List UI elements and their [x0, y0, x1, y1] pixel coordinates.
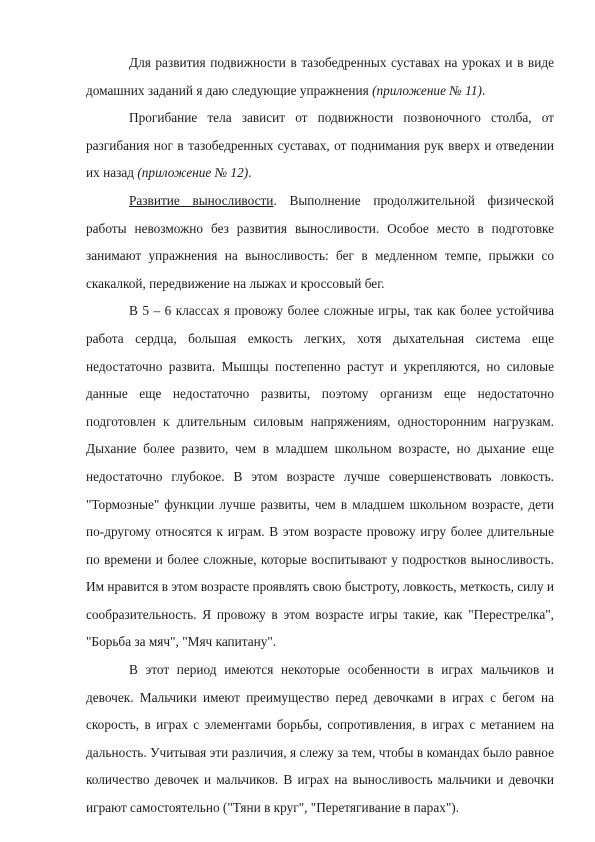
- paragraph-text: Для развития подвижности в тазобедренных суставах на уроках и в виде домашних заданий я даю следующие упражнения: [86, 55, 554, 98]
- paragraph-hip-mobility: [86, 49, 554, 104]
- paragraph-text: В этот период имеются некоторые особенности в играх мальчиков и девочек. Мальчики имеют преимущество перед девочками в играх с бегом на скорость, в играх с элементами борьбы, сопротивления, в играх с метанием на дальность. Учитывая эти различия, я слежу за тем, чтобы в командах было равное количество девочек и мальчиков. В играх на выносливость мальчики и девочки играют самостоятельно ("Тяни в круг", "Перетягивание в парах").: [86, 662, 554, 816]
- paragraph-boys-girls: [86, 656, 554, 822]
- appendix-reference: (приложение № 12): [137, 165, 249, 181]
- paragraph-text: . Выполнение продолжительной физической работы невозможно без развития выносливости. Особое место в подготовке занимают упражнения на выносливость: бег в медленном темпе, прыжки со скакалкой, передвижение на лыжах и кроссовый бег.: [86, 192, 554, 291]
- paragraph-tail: .: [248, 165, 252, 181]
- paragraph-body-bending: [86, 104, 554, 187]
- paragraph-tail: .: [481, 82, 486, 98]
- section-heading-endurance: Развитие выносливости: [129, 192, 274, 208]
- appendix-reference: (приложение № 11): [372, 82, 482, 98]
- paragraph-endurance: [86, 187, 554, 297]
- paragraph-text: В 5 – 6 классах я провожу более сложные игры, так как более устойчива работа сердца, большая емкость легких, хотя дыхательная система еще недостаточно развита. Мышцы постепенно растут и укрепляются, но силовые данные еще недостаточно развиты, поэтому организм еще недостаточно подготовлен к длительным силовым напряжениям, односторонним нагрузкам. Дыхание более развито, чем в младшем школьном возрасте, но дыхание еще недостаточно глубокое. В этом возрасте лучше совершенствовать ловкость. "Тормозные" функции лучше развиты, чем в младшем школьном возрасте, дети по-другому относятся к играм. В этом возрасте провожу игру более длительные по времени и более сложные, которые воспитывают у подростков выносливость. Им нравится в этом возрасте проявлять свою быстроту, ловкость, меткость, силу и сообразительность. Я провожу в этом возрасте игры такие, как "Перестрелка", "Борьба за мяч", "Мяч капитану".: [86, 303, 554, 650]
- document-page: [86, 49, 554, 822]
- paragraph-grades-5-6: [86, 297, 554, 656]
- paragraph-text: Прогибание тела зависит от подвижности позвоночного столба, от разгибания ног в тазобедренных суставах, от поднимания рук вверх и отведении их назад: [86, 110, 554, 181]
